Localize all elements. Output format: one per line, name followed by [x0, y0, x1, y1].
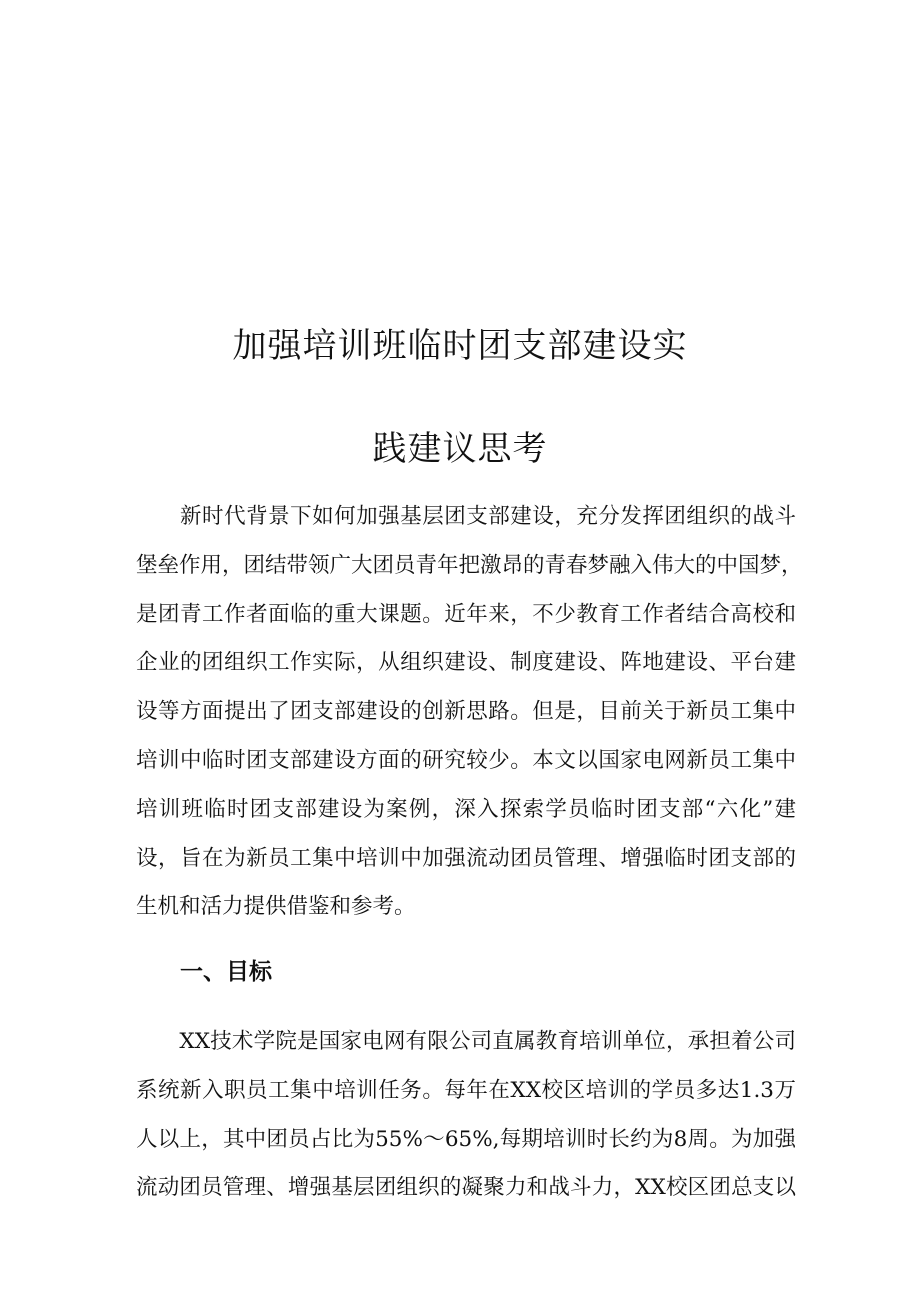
intro-paragraph [136, 493, 803, 932]
paragraph-line: 流动团员管理、增强基层团组织的凝聚力和战斗力，XX校区团总支以 [136, 1175, 796, 1201]
paragraph-line: XX技术学院是国家电网有限公司直属教育培训单位，承担着公司 [136, 1029, 796, 1054]
section-paragraph [136, 1018, 796, 1213]
paragraph-line: 系统新入职员工集中培训任务。每年在XX校区培训的学员多达1.3万 [136, 1077, 796, 1103]
paragraph-line: 培训中临时团支部建设方面的研究较少。本文以国家电网新员工集中 [136, 747, 796, 773]
document-title-line-1: 加强培训班临时团支部建设实 [232, 326, 688, 366]
paragraph-line: 是团青工作者面临的重大课题。近年来，不少教育工作者结合高校和 [136, 601, 796, 627]
paragraph-line: 企业的团组织工作实际，从组织建设、制度建设、阵地建设、平台建 [136, 650, 796, 676]
paragraph-line: 培训班临时团支部建设为案例，深入探索学员临时团支部“六化”建 [136, 796, 796, 822]
section-heading: 一、目标 [180, 959, 272, 985]
document-title-line-2: 践建议思考 [372, 429, 548, 469]
paragraph-line: 新时代背景下如何加强基层团支部建设，充分发挥团组织的战斗 [136, 504, 796, 529]
paragraph-line: 设，旨在为新员工集中培训中加强流动团员管理、增强临时团支部的 [136, 845, 796, 871]
paragraph-line: 堡垒作用，团结带领广大团员青年把激昂的青春梦融入伟大的中国梦， [136, 552, 803, 578]
paragraph-line: 设等方面提出了团支部建设的创新思路。但是，目前关于新员工集中 [136, 699, 796, 725]
paragraph-line: 人以上，其中团员占比为55%～65%,每期培训时长约为8周。为加强 [136, 1126, 796, 1152]
paragraph-line: 生机和活力提供借鉴和参考。 [136, 894, 416, 920]
